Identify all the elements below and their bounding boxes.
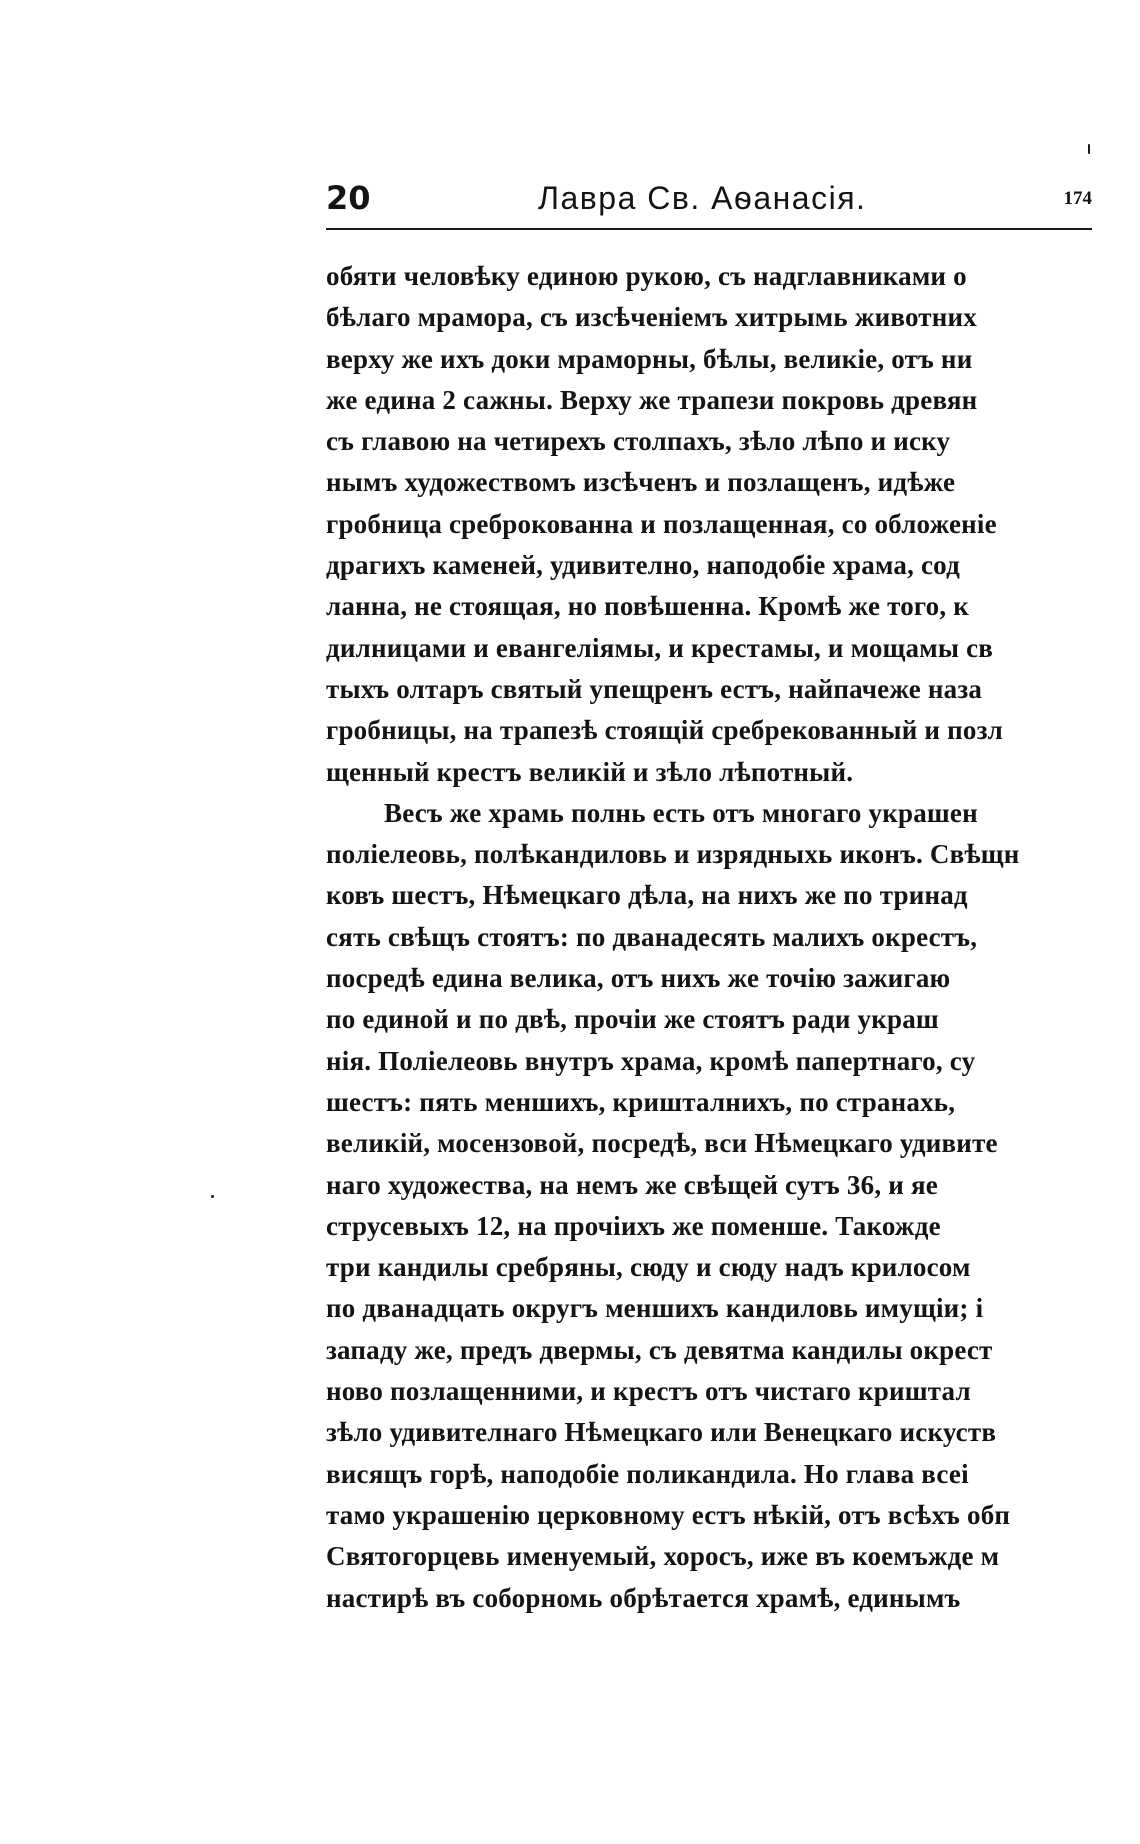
text-line: сять свѣщъ стоятъ: по дванадесять малихъ окрестъ, [326,921,978,952]
text-line: верху же ихъ доки мраморны, бѣлы, великіе, отъ ни [326,343,973,374]
text-line: посредѣ едина велика, отъ нихъ же точію зажигаю [326,963,951,994]
text-line: струсевыхъ 12, на прочіихъ же поменше. Такожде [326,1210,941,1241]
text-line: бѣлаго мрамора, съ изсѣченіемъ хитрымь животних [326,302,977,333]
text-line: поліелеовь, полѣкандиловь и изрядныхь иконъ. Свѣщн [326,839,1020,870]
text-line: съ главою на четирехъ столпахъ, зѣло лѣпо и иску [326,426,951,457]
text-line: тамо украшенію церковному естъ нѣкій, отъ всѣхъ обп [326,1499,1011,1530]
text-line: дилницами и евангеліямы, и крестамы, и мощамы св [326,632,994,663]
body-text [326,256,1092,1616]
running-title: Лавра Св. Аѳанасія. [538,180,867,216]
page-number: 20 [326,179,371,217]
text-line: ново позлащенними, и крестъ отъ чистаго криштал [326,1376,971,1407]
text-line: три кандилы сребряны, сюду и сюду надъ крилосом [326,1252,971,1283]
text-line: наго художества, на немъ же свѣщей сутъ 36, и яе [326,1169,938,1200]
text-line: гробницы, на трапезѣ стоящій сребрекованный и позл [326,715,1003,746]
text-line: щенный крестъ великій и зѣло лѣпотный. [326,756,854,787]
text-line: нымъ художествомъ изсѣченъ и позлащенъ, идѣже [326,467,956,498]
text-line: же едина 2 сажны. Верху же трапези покровь древян [326,384,978,415]
text-line: шестъ: пять меншихъ, кришталнихъ, по странахь, [326,1086,956,1117]
text-line: настирѣ въ соборномь обрѣтается храмѣ, единымъ [326,1582,961,1613]
text-line: обяти человѣку единою рукою, съ надглавниками о [326,261,967,291]
text-line: гробница среброкованна и позлащенная, со обложеніе [326,508,997,539]
text-line: западу же, предъ двермы, съ девятма кандилы окрест [326,1334,993,1365]
text-line: по единой и по двѣ, прочіи же стоятъ ради украш [326,1004,939,1035]
header-rule [326,228,1092,230]
text-line: драгихъ каменей, удивително, наподобіе храма, сод [326,550,960,581]
text-line: зѣло удивителнаго Нѣмецкаго или Венецкаго искуств [326,1417,997,1448]
text-line: тыхъ олтаръ святый упещренъ естъ, найпачеже наза [326,673,983,704]
text-line: висящъ горѣ, наподобіе поликандила. Но глава всеі [326,1458,969,1489]
paragraph-start-line: Весъ же храмь полнь есть отъ многаго украшен [384,797,978,828]
page-header [326,178,1092,228]
text-line: по дванадцать округъ меншихъ кандиловь имущіи; і [326,1293,984,1324]
text-line: нія. Поліелеовь внутръ храма, кромѣ папертнаго, су [326,1045,976,1076]
text-line: Святогорцевь именуемый, хоросъ, иже въ коемъжде м [326,1541,1000,1572]
margin-number: 174 [1063,188,1092,209]
text-line: ковъ шестъ, Нѣмецкаго дѣла, на нихъ же по тринад [326,880,968,911]
margin-dot-mark [211,1195,214,1198]
text-line: ланна, не стоящая, но повѣшенна. Кромѣ же того, к [326,591,970,622]
text-line: великій, мосензовой, посредѣ, вси Нѣмецкаго удивите [326,1128,998,1159]
margin-tick-mark [1088,144,1090,154]
